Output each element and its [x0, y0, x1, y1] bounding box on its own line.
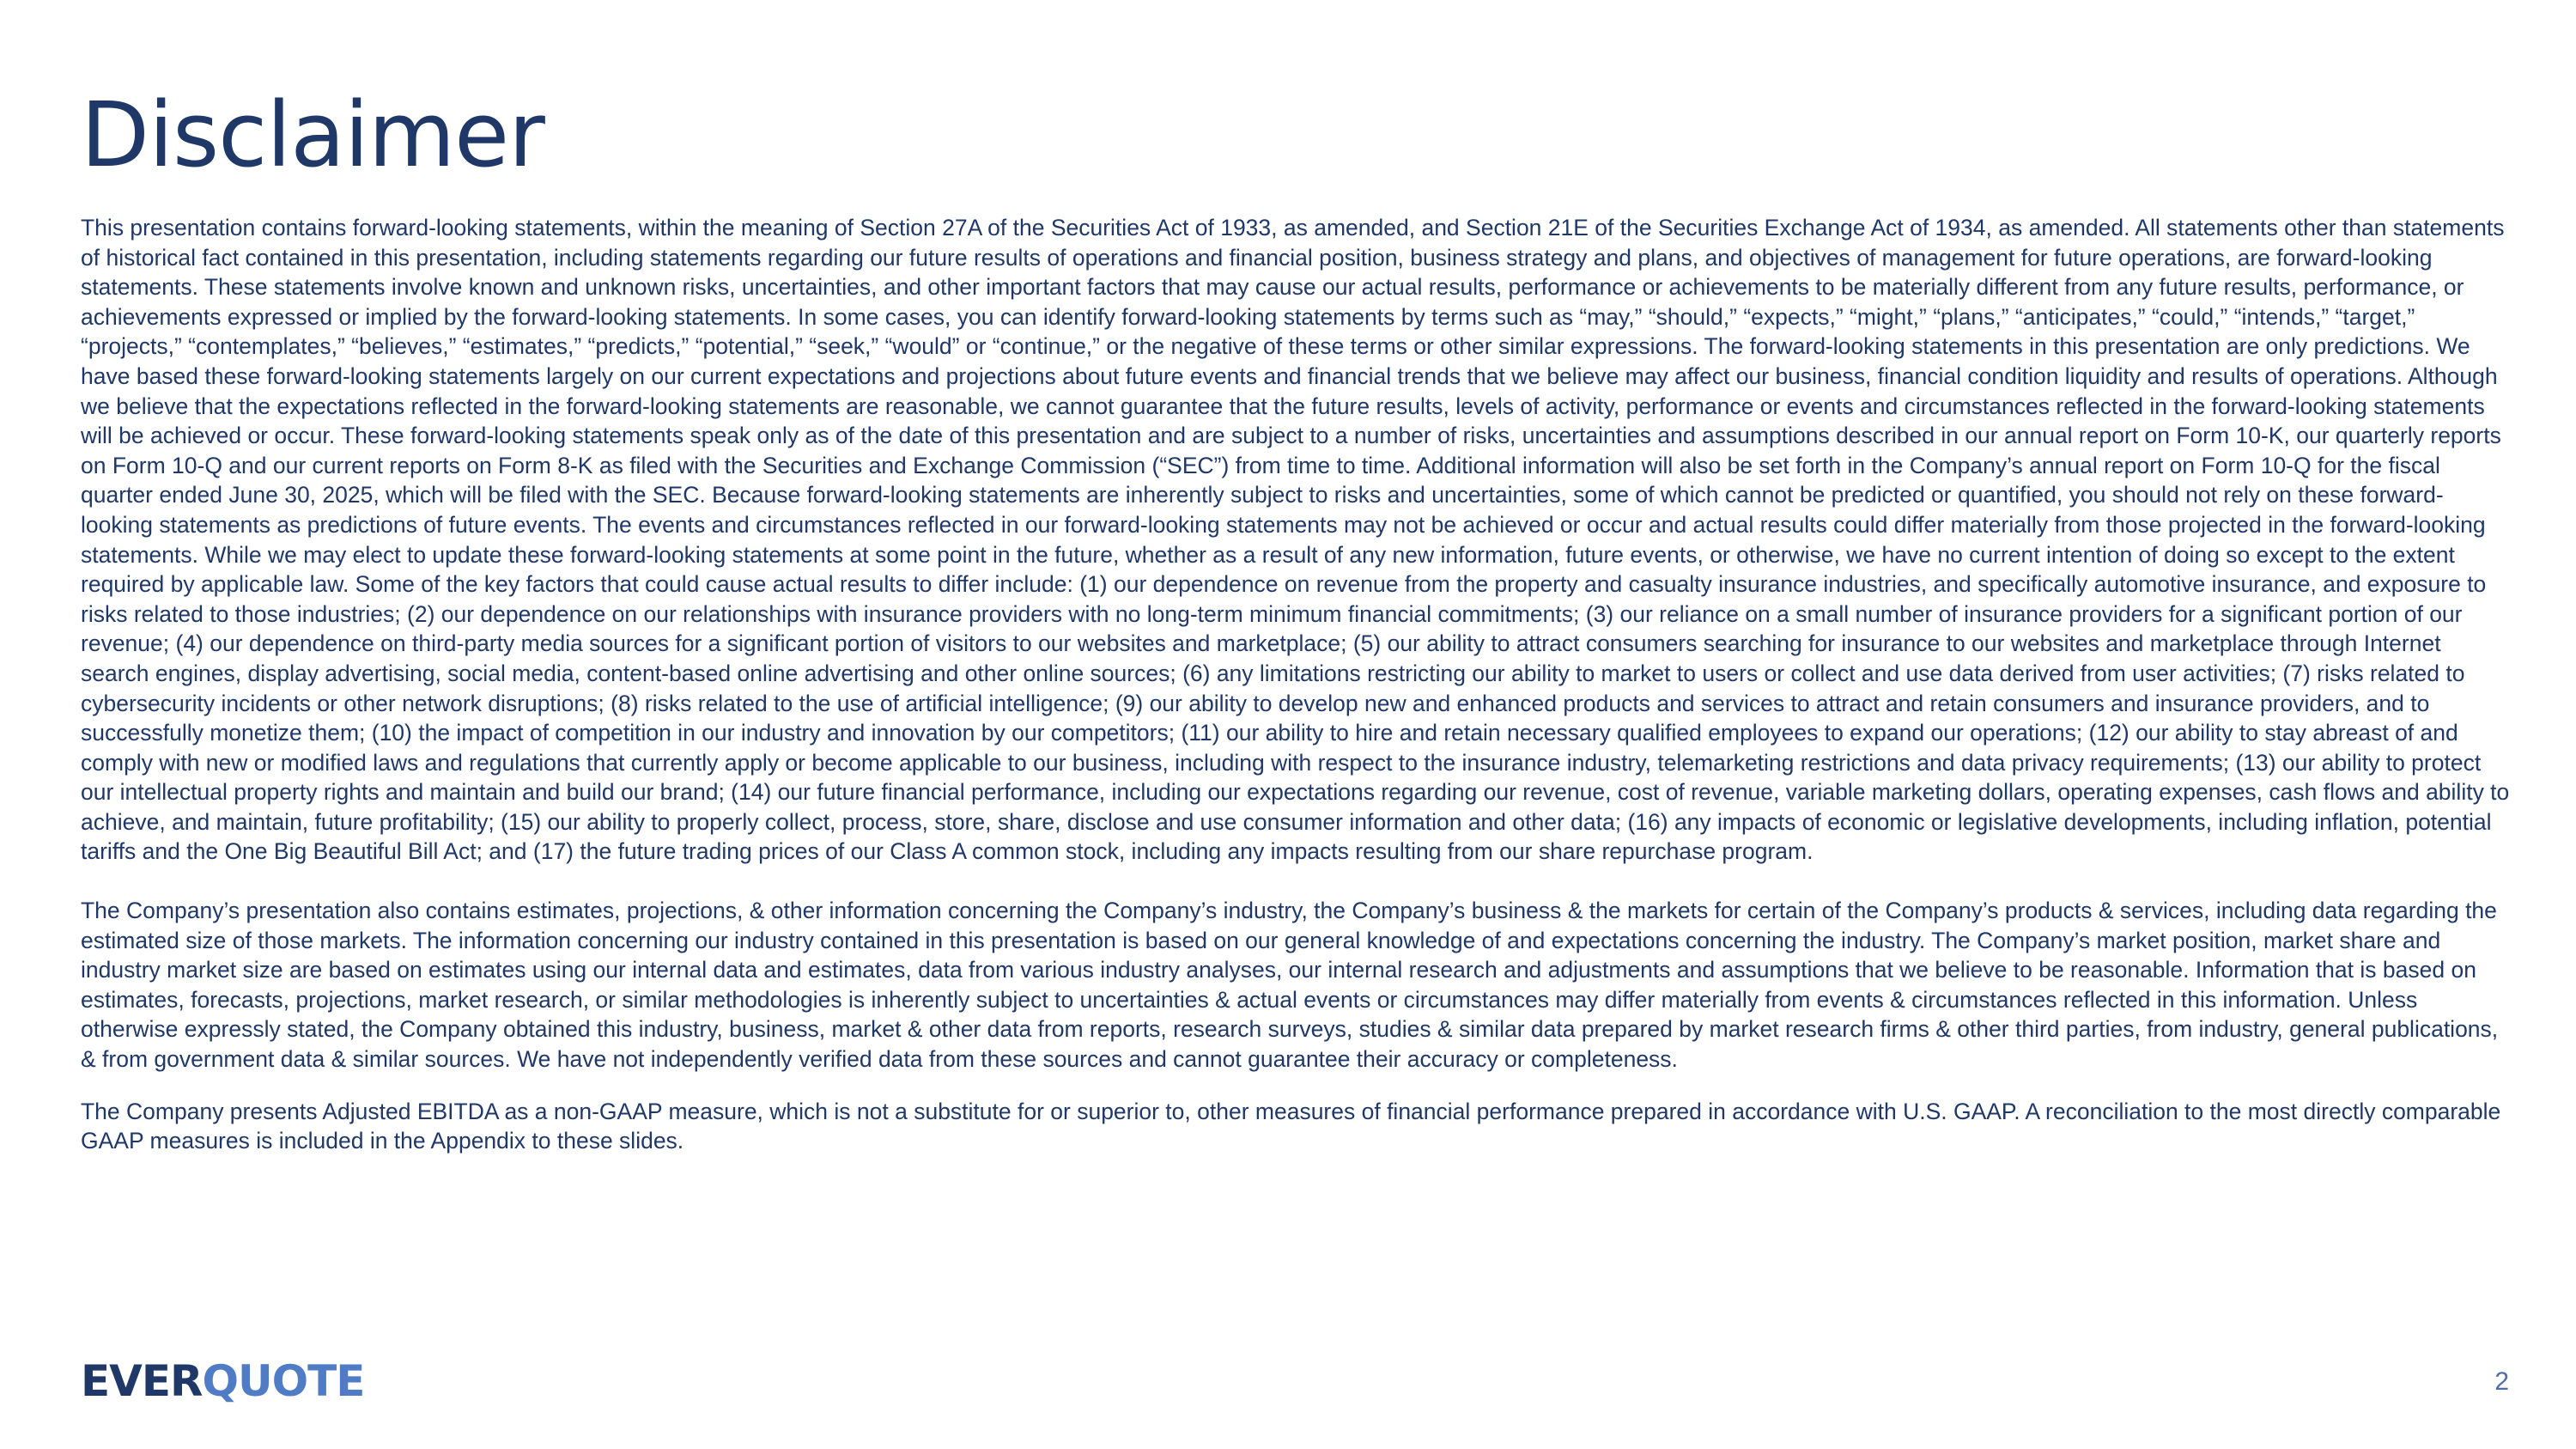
logo-part-ever: EVER — [81, 1356, 203, 1406]
slide-title: Disclaimer — [81, 82, 544, 187]
disclaimer-paragraph-industry-data: The Company’s presentation also contains estimates, projections, & other information concerning the Company’s industry, the Company’s business & the markets for certain of the Company’s products & services, including data regarding the estimated size of those markets. The information concerning our industry contained in this presentation is based on our general knowledge of and expectations concerning the industry. The Company’s market position, market share and industry market size are based on estimates using our internal data and estimates, data from various industry analyses, our internal research and adjustments and assumptions that we believe to be reasonable. Information that is based on estimates, forecasts, projections, market research, or similar methodologies is inherently subject to uncertainties & actual events or circumstances may differ materially from events & circumstances reflected in this information. Unless otherwise expressly stated, the Company obtained this industry, business, market & other data from reports, research surveys, studies & similar data prepared by market research firms & other third parties, from industry, general publications, & from government data & similar sources. We have not independently verified data from these sources and cannot guarantee their accuracy or completeness. — [81, 898, 2499, 1073]
page-number: 2 — [2494, 1367, 2509, 1396]
logo-part-quote: QUOTE — [202, 1356, 365, 1406]
disclaimer-body — [81, 213, 2511, 1156]
disclaimer-paragraph-non-gaap: The Company presents Adjusted EBITDA as a non-GAAP measure, which is not a substitute for or superior to, other measures of financial performance prepared in accordance with U.S. GAAP. A reconciliation to the most directly comparable GAAP measures is included in the Appendix to these slides. — [81, 1098, 2501, 1154]
everquote-logo — [81, 1356, 365, 1406]
disclaimer-paragraph-forward-looking: This presentation contains forward-looking statements, within the meaning of Section 27A of the Securities Act of 1933, as amended, and Section 21E of the Securities Exchange Act of 1934, as amended. All statements other than statements of historical fact contained in this presentation, including statements regarding our future results of operations and financial position, business strategy and plans, and objectives of management for future operations, are forward-looking statements. These statements involve known and unknown risks, uncertainties, and other important factors that may cause our actual results, performance or achievements to be materially different from any future results, performance, or achievements expressed or implied by the forward-looking statements. In some cases, you can identify forward-looking statements by terms such as “may,” “should,” “expects,” “might,” “plans,” “anticipates,” “could,” “intends,” “target,” “projects,” “contemplates,” “believes,” “estimates,” “predicts,” “potential,” “seek,” “would” or “continue,” or the negative of these terms or other similar expressions. The forward-looking statements in this presentation are only predictions. We have based these forward-looking statements largely on our current expectations and projections about future events and financial trends that we believe may affect our business, financial condition liquidity and results of operations. Although we believe that the expectations reflected in the forward-looking statements are reasonable, we cannot guarantee that the future results, levels of activity, performance or events and circumstances reflected in the forward-looking statements will be achieved or occur. These forward-looking statements speak only as of the date of this presentation and are subject to a number of risks, uncertainties and assumptions described in our annual report on Form 10-K, our quarterly reports on Form 10-Q and our current reports on Form 8-K as filed with the Securities and Exchange Commission (“SEC”) from time to time. Additional information will also be set forth in the Company’s annual report on Form 10-Q for the fiscal quarter ended June 30, 2025, which will be filed with the SEC. Because forward-looking statements are inherently subject to risks and uncertainties, some of which cannot be predicted or quantified, you should not rely on these forward-looking statements as predictions of future events. The events and circumstances reflected in our forward-looking statements may not be achieved or occur and actual results could differ materially from those projected in the forward-looking statements. While we may elect to update these forward-looking statements at some point in the future, whether as a result of any new information, future events, or otherwise, we have no current intention of doing so except to the extent required by applicable law. Some of the key factors that could cause actual results to differ include: (1) our dependence on revenue from the property and casualty insurance industries, and specifically automotive insurance, and exposure to risks related to those industries; (2) our dependence on our relationships with insurance providers with no long-term minimum financial commitments; (3) our reliance on a small number of insurance providers for a significant portion of our revenue; (4) our dependence on third-party media sources for a significant portion of visitors to our websites and marketplace; (5) our ability to attract consumers searching for insurance to our websites and marketplace through Internet search engines, display advertising, social media, content-based online advertising and other online sources; (6) any limitations restricting our ability to market to users or collect and use data derived from user activities; (7) risks related to cybersecurity incidents or other network disruptions; (8) risks related to the use of artificial intelligence; (9) our ability to develop new and enhanced products and services to attract and retain consumers and insurance providers, and to successfully monetize them; (10) the impact of competition in our industry and innovation by our competitors; (11) our ability to hire and retain necessary qualified employees to expand our operations; (12) our ability to stay abreast of and comply with new or modified laws and regulations that currently apply or become applicable to our business, including with respect to the insurance industry, telemarketing restrictions and data privacy requirements; (13) our ability to protect our intellectual property rights and maintain and build our brand; (14) our future financial performance, including our expectations regarding our revenue, cost of revenue, variable marketing dollars, operating expenses, cash flows and ability to achieve, and maintain, future profitability; (15) our ability to properly collect, process, store, share, disclose and use consumer information and other data; (16) any impacts of economic or legislative developments, including inflation, potential tariffs and the One Big Beautiful Bill Act; and (17) the future trading prices of our Class A common stock, including any impacts resulting from our share repurchase program. — [81, 215, 2510, 865]
